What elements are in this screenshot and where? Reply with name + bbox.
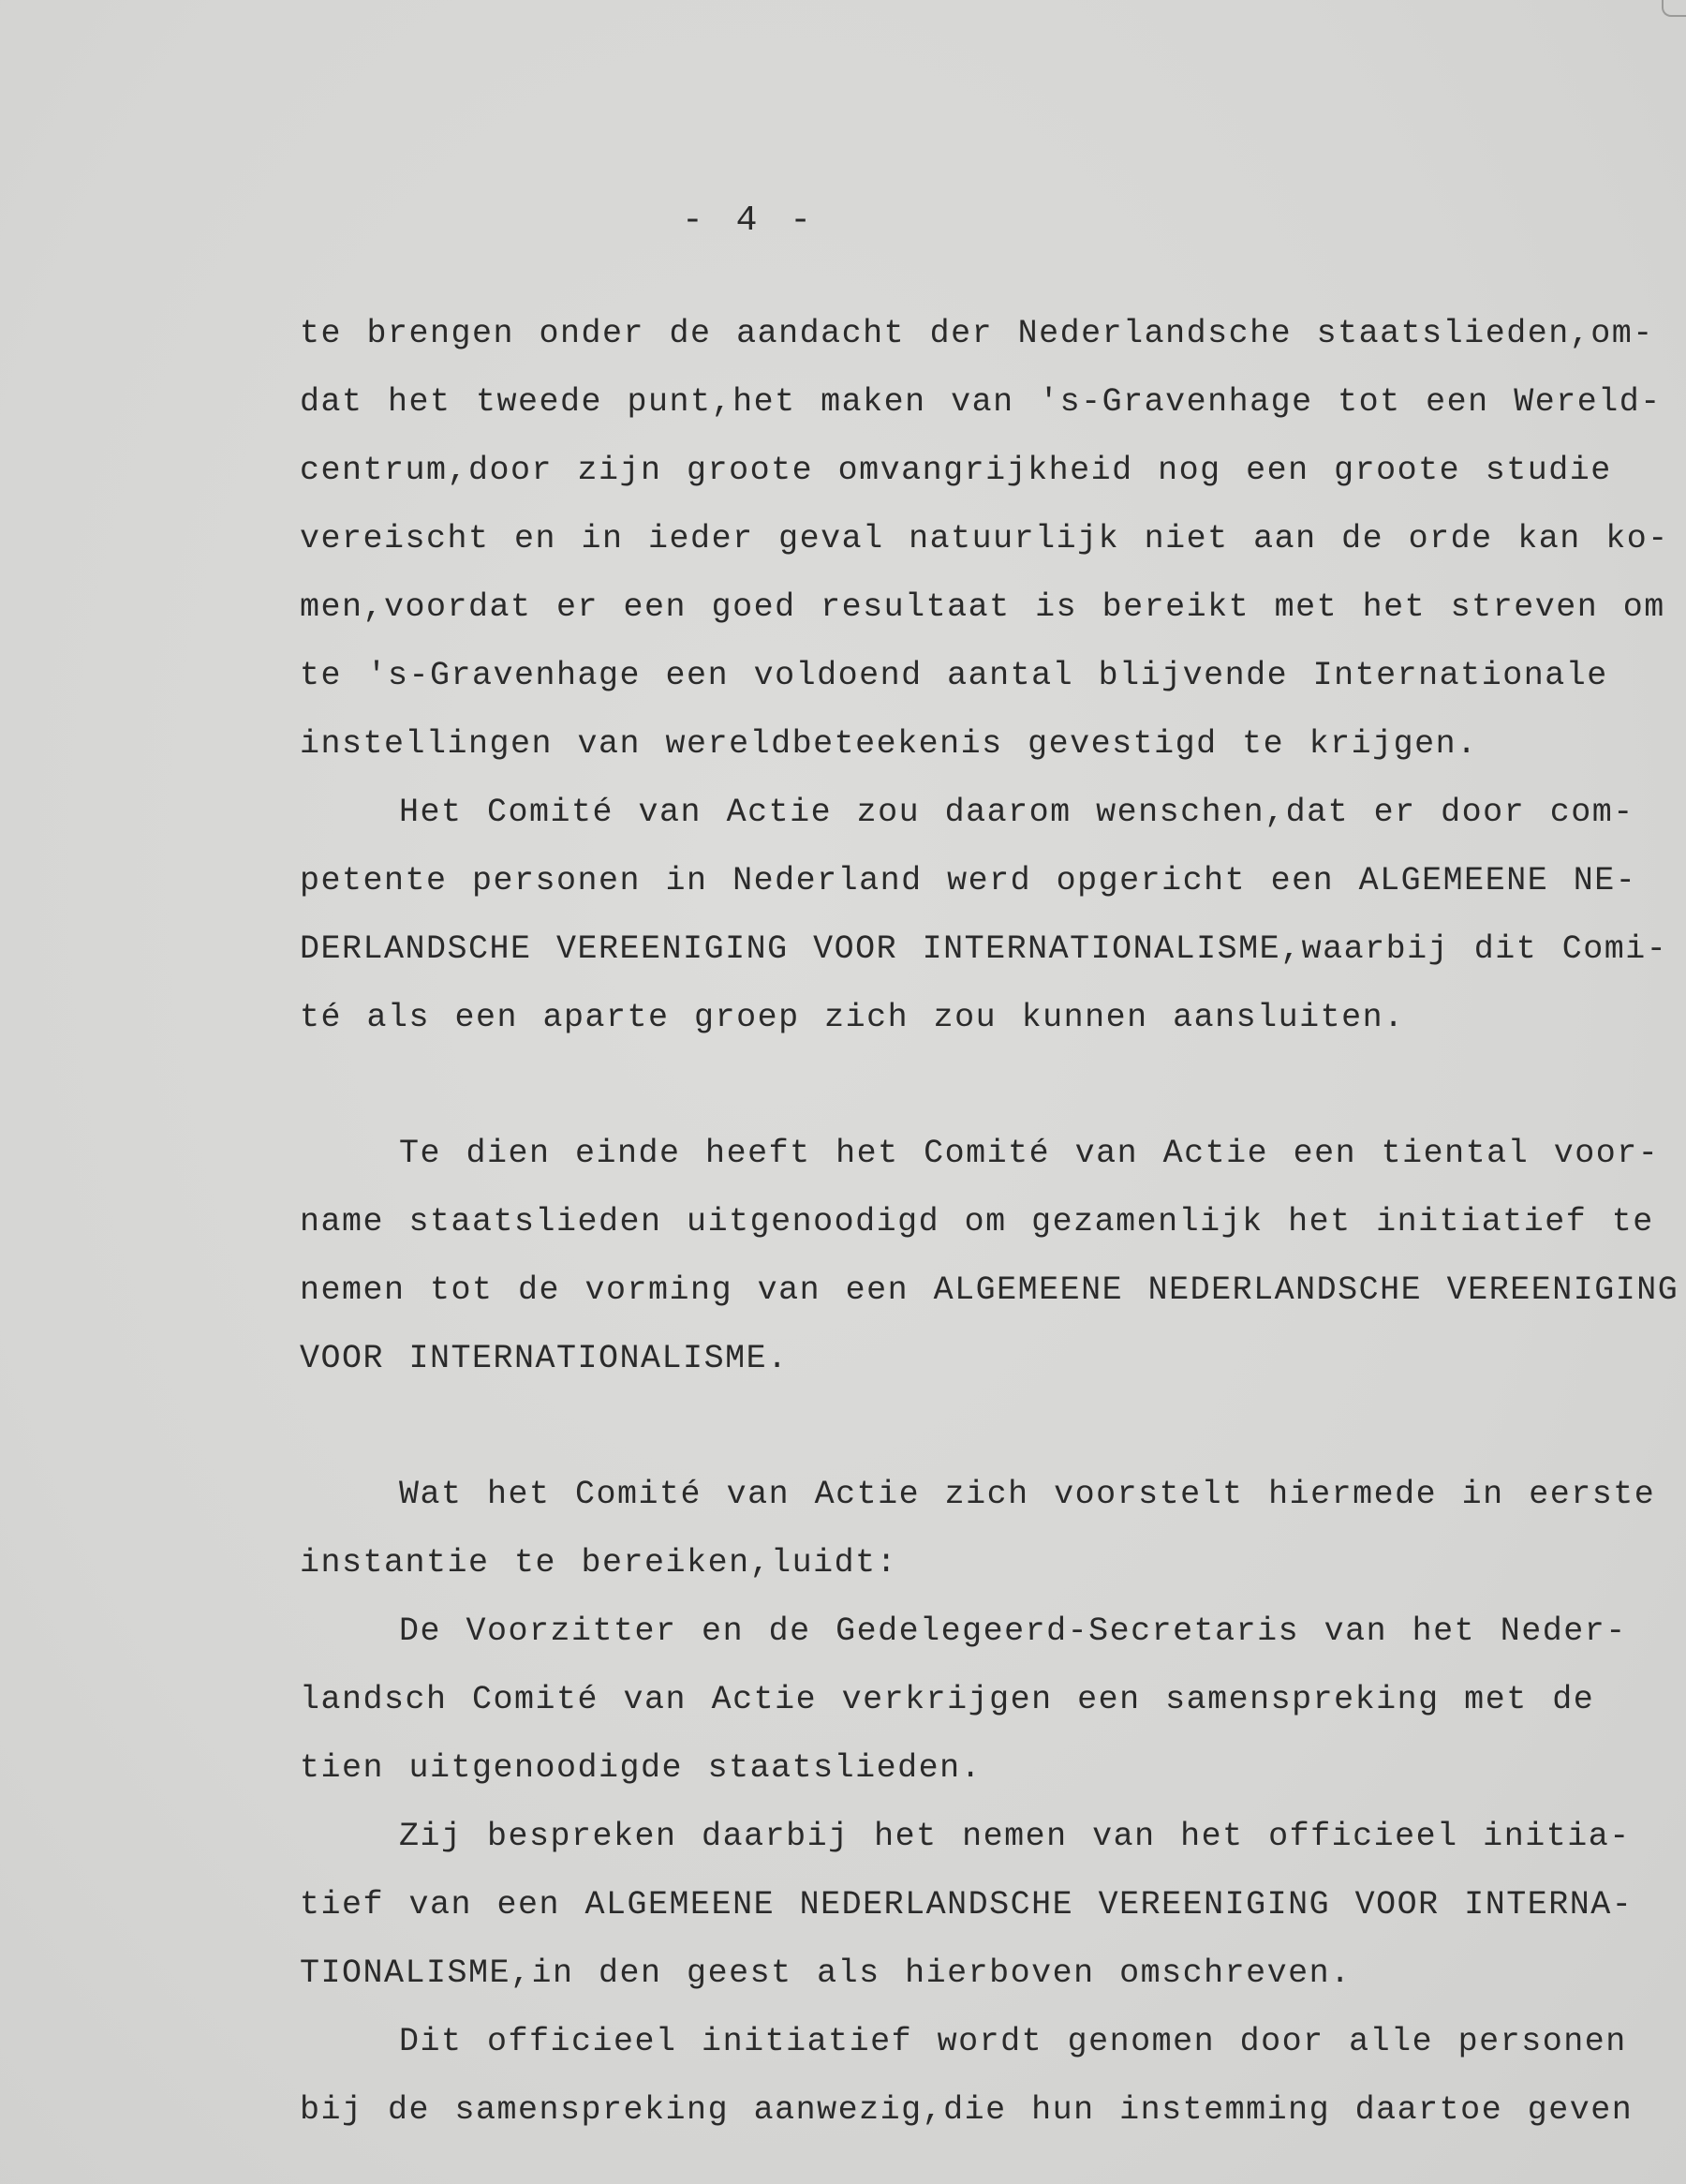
text-line: VOOR INTERNATIONALISME.	[300, 1340, 789, 1377]
text-line: instellingen van wereldbeteekenis gevestigd te krijgen.	[300, 725, 1478, 763]
text-line: landsch Comité van Actie verkrijgen een samenspreking met de	[300, 1681, 1595, 1718]
page-number: - 4 -	[681, 201, 818, 241]
text-line: centrum,door zijn groote omvangrijkheid nog een groote studie	[300, 452, 1612, 489]
text-line: té als een aparte groep zich zou kunnen aansluiten.	[300, 999, 1405, 1036]
text-line: Zij bespreken daarbij het nemen van het officieel initia-	[300, 1818, 1631, 1855]
text-line: name staatslieden uitgenoodigd om gezamenlijk het initiatief te	[300, 1203, 1654, 1241]
text-line: Dit officieel initiatief wordt genomen door alle personen	[300, 2023, 1627, 2060]
text-line: tien uitgenoodigde staatslieden.	[300, 1749, 983, 1787]
document-body	[300, 300, 1679, 2145]
text-line: De Voorzitter en de Gedelegeerd-Secretaris van het Neder-	[300, 1612, 1627, 1650]
text-line: bij de samenspreking aanwezig,die hun instemming daartoe geven	[300, 2091, 1634, 2129]
text-line: te 's-Gravenhage een voldoend aantal blijvende Internationale	[300, 657, 1608, 694]
text-line: Het Comité van Actie zou daarom wenschen,dat er door com-	[300, 794, 1634, 831]
paragraph-gap	[300, 1052, 1611, 1120]
text-line: instantie te bereiken,luidt:	[300, 1544, 898, 1582]
paragraph-gap	[300, 1393, 1611, 1461]
text-line: dat het tweede punt,het maken van 's-Gravenhage tot een Wereld-	[300, 383, 1662, 421]
text-line: DERLANDSCHE VEREENIGING VOOR INTERNATIONALISME,waarbij dit Comi-	[300, 930, 1668, 968]
text-line: tief van een ALGEMEENE NEDERLANDSCHE VEREENIGING VOOR INTERNA-	[300, 1886, 1634, 1924]
page-edge-mark	[1662, 0, 1686, 17]
text-line: petente personen in Nederland werd opgericht een ALGEMEENE NE-	[300, 862, 1637, 899]
text-line: Wat het Comité van Actie zich voorstelt hiermede in eerste	[300, 1476, 1656, 1513]
text-line: men,voordat er een goed resultaat is bereikt met het streven om	[300, 588, 1665, 626]
text-line: nemen tot de vorming van een ALGEMEENE NEDERLANDSCHE VEREENIGING	[300, 1271, 1679, 1309]
text-line: vereischt en in ieder geval natuurlijk niet aan de orde kan ko-	[300, 520, 1669, 557]
text-line: TIONALISME,in den geest als hierboven omschreven.	[300, 1954, 1352, 1992]
text-line: Te dien einde heeft het Comité van Actie een tiental voor-	[300, 1135, 1660, 1172]
text-line: te brengen onder de aandacht der Nederlandsche staatslieden,om-	[300, 315, 1654, 352]
